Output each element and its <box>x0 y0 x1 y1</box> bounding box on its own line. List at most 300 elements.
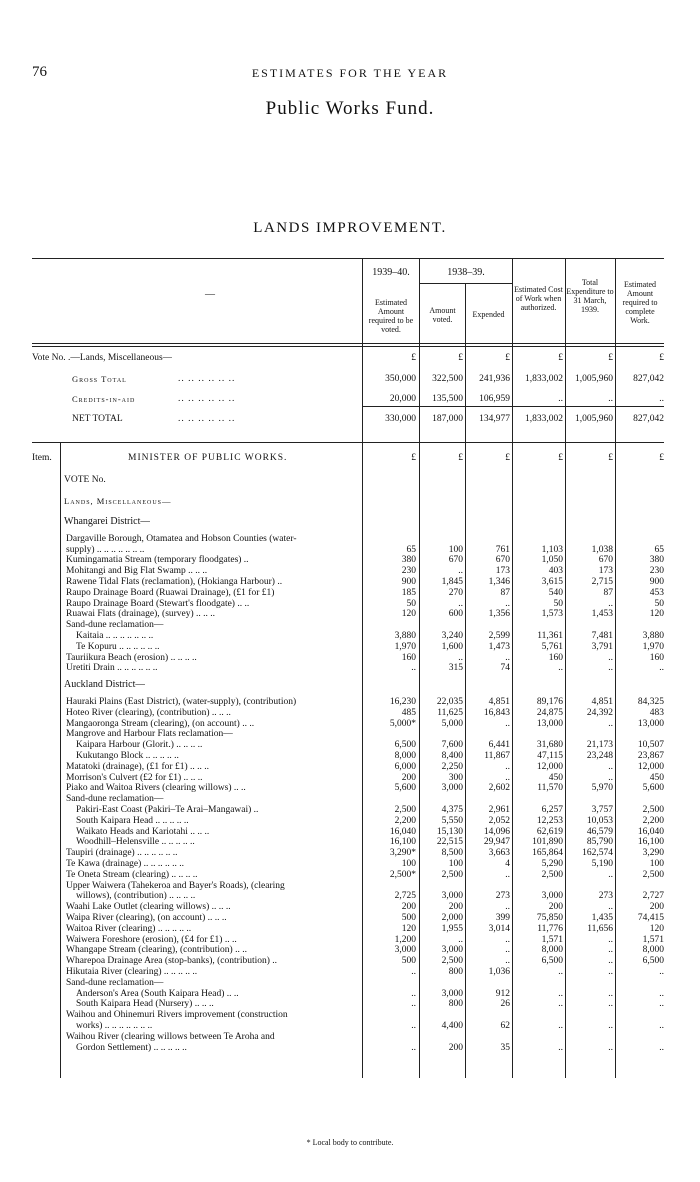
table-cell: 273 <box>495 891 510 902</box>
table-cell: .. <box>608 652 613 663</box>
table-cell: 10,507 <box>637 740 664 751</box>
header-amount-complete: Estimated Amount required to complete Work. <box>622 280 658 325</box>
table-cell: .. <box>505 772 510 783</box>
table-cell: 5,290 <box>541 859 563 869</box>
pound-sign: £ <box>659 453 664 463</box>
row-label: Waikato Heads and Kariotahi .. .. .. <box>76 826 210 837</box>
table-cell: 5,970 <box>591 783 613 794</box>
table-cell: 4,851 <box>591 697 613 707</box>
table-cell: 500 <box>401 956 416 967</box>
summary-cell: 1,833,002 <box>525 374 563 384</box>
table-cell: .. <box>608 761 613 772</box>
table-cell: 23,248 <box>586 751 613 761</box>
summary-cell: .. <box>659 394 664 404</box>
table-cell: .. <box>608 772 613 783</box>
summary-cell: 322,500 <box>432 374 463 384</box>
table-cell: 185 <box>401 587 416 598</box>
table-cell: .. <box>608 988 613 999</box>
table-cell: 600 <box>448 609 463 620</box>
table-cell: .. <box>659 999 664 1010</box>
table-cell: 450 <box>649 772 664 783</box>
table-cell: 1,845 <box>441 577 463 587</box>
table-cell: 16,100 <box>637 837 664 848</box>
table-cell: 160 <box>548 652 563 663</box>
table-cell: 1,571 <box>642 934 664 945</box>
table-cell: 1,970 <box>394 641 416 652</box>
table-cell: 5,600 <box>642 783 664 794</box>
table-cell: 1,356 <box>488 609 510 620</box>
minister-heading: MINISTER OF PUBLIC WORKS. <box>128 453 288 463</box>
table-cell: 85,790 <box>586 837 613 848</box>
table-cell: 200 <box>448 1042 463 1053</box>
table-cell: .. <box>505 869 510 880</box>
header-est-cost: Estimated Cost of Work when authorized. <box>514 285 563 312</box>
table-cell: .. <box>659 967 664 977</box>
table-cell: 3,000 <box>441 783 463 794</box>
table-cell: 2,961 <box>488 805 510 815</box>
table-cell: 74 <box>500 663 510 674</box>
table-cell: .. <box>608 1021 613 1031</box>
table-cell: 24,875 <box>536 707 563 718</box>
table-cell: 11,776 <box>537 923 563 934</box>
table-cell: .. <box>659 1021 664 1031</box>
header-group-1938: 1938–39. <box>447 267 485 278</box>
table-cell: .. <box>608 869 613 880</box>
row-label: supply) .. .. .. .. .. .. .. <box>66 544 145 555</box>
table-cell: 1,346 <box>488 577 510 587</box>
summary-cell: 827,042 <box>633 414 664 424</box>
table-cell: 1,600 <box>441 641 463 652</box>
table-cell: .. <box>458 566 463 577</box>
row-label: Tauriikura Beach (erosion) .. .. .. .. <box>66 652 197 663</box>
table-row <box>0 662 700 674</box>
table-cell: 800 <box>448 967 463 977</box>
table-cell: 1,970 <box>642 641 664 652</box>
summary-cell: 1,005,960 <box>575 414 613 424</box>
detail-pounds-row <box>0 452 700 464</box>
table-cell: 165,864 <box>532 848 563 859</box>
table-cell: 6,500 <box>394 740 416 751</box>
item-label: Item. <box>32 453 52 463</box>
table-cell: 3,000 <box>441 945 463 956</box>
pound-sign: £ <box>608 453 613 463</box>
summary-label: Credits-in-aid <box>72 394 136 404</box>
table-cell: 22,035 <box>436 697 463 707</box>
pound-sign: £ <box>411 353 416 363</box>
table-cell: 22,515 <box>436 837 463 848</box>
row-label: Morrison's Culvert (£2 for £1) .. .. .. <box>66 772 203 783</box>
table-cell: 14,096 <box>483 826 510 837</box>
table-cell: 3,000 <box>441 988 463 999</box>
summary-label: NET TOTAL <box>72 414 123 424</box>
table-cell: 2,725 <box>394 891 416 902</box>
table-cell: 3,000 <box>541 891 563 902</box>
summary-row <box>0 413 700 425</box>
summary-cell: 134,977 <box>479 414 510 424</box>
table-cell: .. <box>505 718 510 729</box>
table-cell: 1,036 <box>488 967 510 977</box>
table-cell: 273 <box>598 891 613 902</box>
table-cell: 1,955 <box>441 923 463 934</box>
pound-sign: £ <box>608 353 613 363</box>
table-cell: 3,290 <box>642 848 664 859</box>
table-cell: 2,500 <box>394 805 416 815</box>
footnote: * Local body to contribute. <box>306 1138 394 1147</box>
table-cell: .. <box>505 934 510 945</box>
table-cell: 483 <box>649 707 664 718</box>
table-cell: .. <box>608 718 613 729</box>
row-label: Taupiri (drainage) .. .. .. .. .. .. <box>66 848 178 859</box>
leader-dots: .. .. .. .. .. .. <box>178 394 236 404</box>
table-top-rule <box>32 258 664 259</box>
table-cell: 200 <box>401 902 416 913</box>
leader-dots: .. .. .. .. .. .. <box>178 414 236 424</box>
table-cell: 8,000 <box>642 945 664 956</box>
table-cell: 3,663 <box>488 848 510 859</box>
table-cell: 2,052 <box>488 815 510 826</box>
table-cell: 100 <box>448 859 463 869</box>
summary-bottom-rule <box>32 442 664 443</box>
table-cell: 162,574 <box>582 848 613 859</box>
district-heading <box>0 516 700 528</box>
row-label: Waiwera Foreshore (erosion), (£4 for £1) .. .. <box>66 934 237 945</box>
table-cell: .. <box>558 999 563 1010</box>
table-cell: 3,880 <box>642 631 664 641</box>
group-1938-rule <box>420 283 512 284</box>
table-cell: 100 <box>401 859 416 869</box>
table-cell: 120 <box>401 609 416 620</box>
table-cell: 11,570 <box>537 783 563 794</box>
table-cell: .. <box>659 1042 664 1053</box>
table-cell: 87 <box>603 587 613 598</box>
table-cell: 13,000 <box>637 718 664 729</box>
table-cell: .. <box>558 663 563 674</box>
table-cell: 11,625 <box>437 707 463 718</box>
table-cell: 5,190 <box>591 859 613 869</box>
table-cell: 16,040 <box>637 826 664 837</box>
table-cell: 120 <box>649 609 664 620</box>
table-cell: 62,619 <box>536 826 563 837</box>
table-cell: 2,500 <box>642 805 664 815</box>
table-cell: 87 <box>500 587 510 598</box>
fund-title: Public Works Fund. <box>265 98 435 119</box>
table-cell: 8,000 <box>394 751 416 761</box>
pound-sign: £ <box>558 453 563 463</box>
table-cell: .. <box>608 902 613 913</box>
table-cell: 2,715 <box>591 577 613 587</box>
summary-cell: 1,833,002 <box>525 414 563 424</box>
table-cell: 5,550 <box>441 815 463 826</box>
pound-sign: £ <box>458 353 463 363</box>
row-label: Raupo Drainage Board (Stewart's floodgate) .. .. <box>66 598 250 609</box>
table-cell: 3,014 <box>488 923 510 934</box>
table-cell: 4,375 <box>441 805 463 815</box>
table-cell: 8,000 <box>541 945 563 956</box>
table-cell: 5,761 <box>541 641 563 652</box>
table-cell: .. <box>608 999 613 1010</box>
table-cell: 2,200 <box>394 815 416 826</box>
table-cell: 3,290* <box>389 848 416 859</box>
table-cell: 160 <box>649 652 664 663</box>
header-expended: Expended <box>472 310 505 319</box>
table-cell: 300 <box>448 772 463 783</box>
pound-sign: £ <box>505 453 510 463</box>
row-label: Anderson's Area (South Kaipara Head) .. .. <box>76 988 239 999</box>
table-cell: 8,400 <box>441 751 463 761</box>
table-cell: 11,867 <box>484 751 510 761</box>
row-label: Kumingamatia Stream (temporary floodgates) .. <box>66 555 249 566</box>
row-label: Raupo Drainage Board (Ruawai Drainage), (£1 for £1) <box>66 587 275 598</box>
table-cell: 3,240 <box>441 631 463 641</box>
table-cell: 7,481 <box>591 631 613 641</box>
table-cell: .. <box>558 988 563 999</box>
row-label: Waahi Lake Outlet (clearing willows) .. .. .. <box>66 902 231 913</box>
subtotal-rule <box>362 406 664 407</box>
row-label: Woodhill–Helensville .. .. .. .. .. <box>76 837 195 848</box>
table-cell: 1,571 <box>541 934 563 945</box>
table-cell: 74,415 <box>637 913 664 923</box>
table-cell: 21,173 <box>586 740 613 751</box>
row-label: Waipa River (clearing), (on account) .. .. .. <box>66 913 227 923</box>
table-cell: 3,880 <box>394 631 416 641</box>
header-bottom-rule-2 <box>32 346 664 347</box>
table-cell: 47,115 <box>537 751 563 761</box>
table-cell: .. <box>411 967 416 977</box>
table-cell: 6,000 <box>394 761 416 772</box>
table-cell: 173 <box>598 566 613 577</box>
table-cell: 13,000 <box>536 718 563 729</box>
row-label: Sand-dune reclamation— <box>66 794 164 805</box>
table-cell: 5,600 <box>394 783 416 794</box>
row-label: Whangape Stream (clearing), (contribution) .. .. <box>66 945 247 956</box>
header-bottom-rule <box>32 343 664 344</box>
table-cell: 4 <box>505 859 510 869</box>
pound-sign: £ <box>558 353 563 363</box>
district-heading <box>0 679 700 691</box>
summary-cell: .. <box>608 394 613 404</box>
table-cell: 230 <box>649 566 664 577</box>
pound-sign: £ <box>505 353 510 363</box>
table-cell: 540 <box>548 587 563 598</box>
summary-cell: 827,042 <box>633 374 664 384</box>
table-cell: .. <box>458 598 463 609</box>
table-cell: 11,656 <box>587 923 613 934</box>
table-cell: 23,867 <box>637 751 664 761</box>
table-cell: 2,000 <box>441 913 463 923</box>
row-label: Ruawai Flats (drainage), (survey) .. .. .. <box>66 609 216 620</box>
table-cell: .. <box>411 988 416 999</box>
lands-misc-label: Lands, Miscellaneous— <box>64 496 172 506</box>
table-cell: 6,500 <box>541 956 563 967</box>
table-cell: .. <box>608 598 613 609</box>
table-cell: 230 <box>401 566 416 577</box>
pound-sign: £ <box>659 353 664 363</box>
row-label: Te Oneta Stream (clearing) .. .. .. .. <box>66 869 198 880</box>
table-cell: 173 <box>495 566 510 577</box>
table-cell: 29,947 <box>483 837 510 848</box>
table-cell: 2,602 <box>488 783 510 794</box>
table-cell: 1,103 <box>541 544 563 555</box>
table-cell: 761 <box>495 544 510 555</box>
table-cell: 50 <box>553 598 563 609</box>
running-title: ESTIMATES FOR THE YEAR <box>251 66 449 80</box>
row-label: Kaipara Harbour (Glorit.) .. .. .. .. <box>76 740 203 751</box>
table-cell: 75,850 <box>536 913 563 923</box>
table-cell: 270 <box>448 587 463 598</box>
table-cell: 1,573 <box>541 609 563 620</box>
table-cell: 120 <box>401 923 416 934</box>
table-cell: 380 <box>649 555 664 566</box>
table-cell: .. <box>608 934 613 945</box>
table-cell: 315 <box>448 663 463 674</box>
table-cell: 50 <box>654 598 664 609</box>
row-label: works) .. .. .. .. .. .. .. <box>76 1021 153 1031</box>
table-cell: 160 <box>401 652 416 663</box>
summary-cell: 106,959 <box>479 394 510 404</box>
table-cell: 1,200 <box>394 934 416 945</box>
table-cell: 900 <box>649 577 664 587</box>
table-cell: 2,500 <box>642 869 664 880</box>
table-cell: 670 <box>448 555 463 566</box>
table-cell: 1,435 <box>591 913 613 923</box>
header-est-amount: Estimated Amount required to be voted. <box>368 298 414 334</box>
table-cell: 800 <box>448 999 463 1010</box>
row-label: South Kaipara Head (Nursery) .. .. .. <box>76 999 214 1010</box>
table-cell: 2,500 <box>541 869 563 880</box>
table-cell: 7,600 <box>441 740 463 751</box>
pound-sign: £ <box>411 453 416 463</box>
summary-cell: .. <box>558 394 563 404</box>
row-label: Waitoa River (clearing) .. .. .. .. .. <box>66 923 192 934</box>
table-cell: 120 <box>649 923 664 934</box>
table-cell: 3,000 <box>441 891 463 902</box>
row-label: Pakiri-East Coast (Pakiri–Te Arai–Mangawai) .. <box>76 805 259 815</box>
table-cell: 670 <box>598 555 613 566</box>
table-cell: 65 <box>654 544 664 555</box>
row-label: Sand-dune reclamation— <box>66 977 164 988</box>
row-label: Dargaville Borough, Otamatea and Hobson Counties (water- <box>66 533 297 544</box>
vote-row <box>0 352 700 364</box>
table-cell: .. <box>411 999 416 1010</box>
table-cell: .. <box>659 988 664 999</box>
row-label: willows), (contribution) .. .. .. .. <box>76 891 196 902</box>
leader-dots: .. .. .. .. .. .. <box>178 374 236 384</box>
table-row <box>0 1042 700 1054</box>
row-label: Hauraki Plains (East District), (water-supply), (contribution) <box>66 697 297 707</box>
table-cell: 453 <box>649 587 664 598</box>
summary-cell: 20,000 <box>389 394 416 404</box>
table-cell: 399 <box>495 913 510 923</box>
table-cell: .. <box>505 945 510 956</box>
table-cell: 35 <box>500 1042 510 1053</box>
table-cell: 12,000 <box>637 761 664 772</box>
table-cell: 100 <box>448 544 463 555</box>
table-cell: .. <box>608 1042 613 1053</box>
table-cell: 15,130 <box>436 826 463 837</box>
table-cell: 912 <box>495 988 510 999</box>
table-cell: 4,851 <box>488 697 510 707</box>
table-cell: 2,500 <box>441 869 463 880</box>
table-cell: 2,727 <box>642 891 664 902</box>
header-total-expenditure: Total Expenditure to 31 March, 1939. <box>566 278 614 314</box>
table-cell: 16,230 <box>389 697 416 707</box>
row-label: Piako and Waitoa Rivers (clearing willows) .. .. <box>66 783 246 794</box>
table-cell: .. <box>505 902 510 913</box>
table-cell: 5,000* <box>389 718 416 729</box>
table-cell: 485 <box>401 707 416 718</box>
row-label: Waihou and Ohinemuri Rivers improvement (construction <box>66 1010 288 1021</box>
table-cell: .. <box>608 663 613 674</box>
vote-no-row <box>0 474 700 486</box>
table-cell: .. <box>608 967 613 977</box>
table-cell: 1,050 <box>541 555 563 566</box>
table-cell: .. <box>411 1021 416 1031</box>
table-cell: 2,599 <box>488 631 510 641</box>
table-cell: 2,500* <box>389 869 416 880</box>
table-cell: .. <box>505 761 510 772</box>
row-label: Te Kawa (drainage) .. .. .. .. .. .. <box>66 859 185 869</box>
table-cell: 65 <box>406 544 416 555</box>
row-label: Uretiti Drain .. .. .. .. .. .. <box>66 663 158 674</box>
table-cell: 26 <box>500 999 510 1010</box>
table-cell: 50 <box>406 598 416 609</box>
table-cell: 16,100 <box>389 837 416 848</box>
table-cell: 100 <box>649 859 664 869</box>
table-cell: 450 <box>548 772 563 783</box>
table-cell: 46,579 <box>586 826 613 837</box>
table-cell: 500 <box>401 913 416 923</box>
table-cell: 3,757 <box>591 805 613 815</box>
header-group-1939: 1939–40. <box>372 267 410 278</box>
row-label: Mangrove and Harbour Flats reclamation— <box>66 729 233 740</box>
table-cell: 403 <box>548 566 563 577</box>
table-cell: .. <box>558 967 563 977</box>
table-cell: 380 <box>401 555 416 566</box>
table-cell: 3,615 <box>541 577 563 587</box>
row-label: Gordon Settlement) .. .. .. .. .. <box>76 1042 187 1053</box>
table-cell: 6,257 <box>541 805 563 815</box>
table-cell: 11,361 <box>537 631 563 641</box>
row-label: Matatoki (drainage), (£1 for £1) .. .. .. <box>66 761 209 772</box>
row-label: Waihou River (clearing willows between Te Aroha and <box>66 1031 275 1042</box>
table-cell: 3,791 <box>591 641 613 652</box>
table-cell: 12,000 <box>536 761 563 772</box>
table-cell: 2,500 <box>441 956 463 967</box>
table-cell: 200 <box>548 902 563 913</box>
row-label: Hoteo River (clearing), (contribution) .. .. .. <box>66 707 231 718</box>
table-cell: 3,000 <box>394 945 416 956</box>
table-cell: 10,053 <box>586 815 613 826</box>
table-cell: 1,453 <box>591 609 613 620</box>
table-cell: 84,325 <box>637 697 664 707</box>
header-amount-voted: Amount voted. <box>429 306 456 324</box>
table-cell: 4,400 <box>441 1021 463 1031</box>
table-cell: .. <box>411 663 416 674</box>
table-cell: .. <box>505 598 510 609</box>
row-label: South Kaipara Head .. .. .. .. .. <box>76 815 189 826</box>
table-cell: 31,680 <box>536 740 563 751</box>
table-cell: 2,200 <box>642 815 664 826</box>
row-label: Hikutaia River (clearing) .. .. .. .. .. <box>66 967 198 977</box>
vote-label: Vote No. .—Lands, Miscellaneous— <box>32 353 173 363</box>
table-cell: 101,890 <box>532 837 563 848</box>
row-label: Rawene Tidal Flats (reclamation), (Hokianga Harbour) .. <box>66 577 283 587</box>
table-cell: 6,441 <box>488 740 510 751</box>
table-cell: .. <box>558 1021 563 1031</box>
summary-cell: 1,005,960 <box>575 374 613 384</box>
summary-cell: 330,000 <box>385 414 416 424</box>
table-cell: 200 <box>401 772 416 783</box>
